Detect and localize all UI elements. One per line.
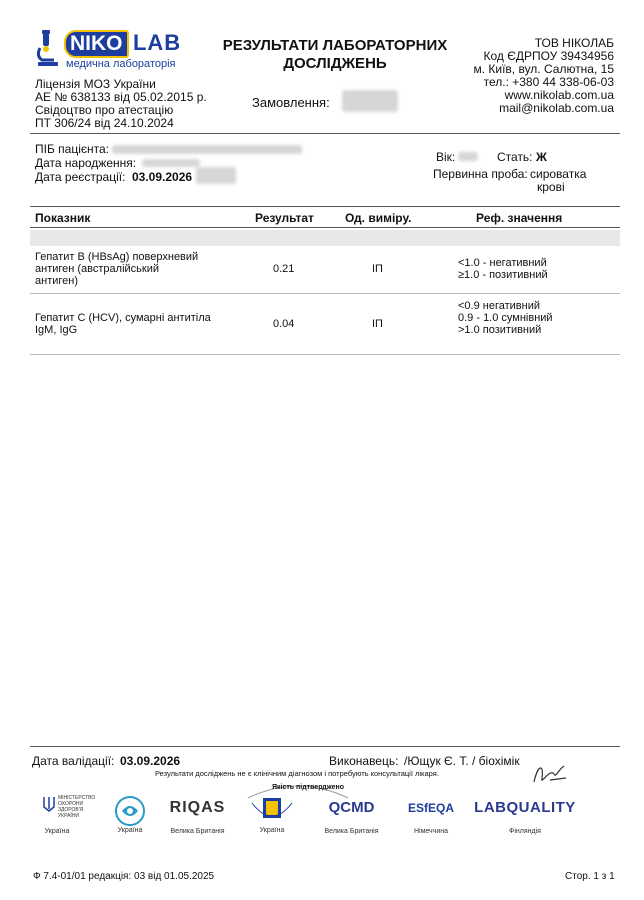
- patient-dob-label: Дата народження:: [35, 156, 137, 170]
- accreditation-badge-icon: [250, 795, 294, 827]
- patient-reg-label: Дата реєстрації:: [35, 170, 126, 184]
- col-header-ref: Реф. значення: [476, 211, 563, 225]
- section-band: [30, 230, 620, 246]
- patient-reg-redacted: [196, 167, 236, 184]
- page-number: Стор. 1 з 1: [565, 871, 615, 882]
- patient-dob-redacted: [142, 159, 200, 167]
- disclaimer: Результати досліджень не є клінічним діагнозом і потребують консультації лікаря.: [155, 769, 439, 778]
- validation-label: Дата валідації:: [32, 754, 115, 768]
- patient-name-label: ПІБ пацієнта:: [35, 142, 109, 156]
- company-line: ТОВ НІКОЛАБ: [534, 36, 614, 50]
- logo-country: Україна: [259, 827, 285, 834]
- divider: [30, 206, 620, 207]
- logo-country: Україна: [44, 828, 70, 835]
- labquality-logo: LABQUALITY Фінляндія: [470, 798, 580, 835]
- license-line: Свідоцтво про атестацію: [35, 103, 174, 117]
- license-line: Ліцензія МОЗ України: [35, 77, 156, 91]
- logo-country: Україна: [117, 827, 143, 834]
- col-header-unit: Од. виміру.: [345, 211, 412, 225]
- table-row: [30, 298, 620, 350]
- patient-sample-value: сироватка: [530, 167, 587, 181]
- patient-age-redacted: [458, 152, 478, 161]
- page-title-line: РЕЗУЛЬТАТИ ЛАБОРАТОРНИХ: [222, 37, 448, 54]
- patient-sex-value: Ж: [536, 150, 547, 164]
- ukraine-center-logo: [110, 795, 150, 834]
- indicator-name: Гепатит C (HCV), сумарні антитіла IgM, IgG: [35, 312, 211, 336]
- company-line: www.nikolab.com.ua: [504, 88, 614, 102]
- result-value: 0.21: [273, 263, 295, 275]
- signature-icon: [530, 760, 570, 788]
- ref-values: <0.9 негативний 0.9 - 1.0 сумнівний >1.0 позитивний: [458, 300, 553, 336]
- table-row: [30, 250, 620, 290]
- trident-icon: [42, 795, 56, 813]
- company-line: тел.: +380 44 338-06-03: [483, 75, 614, 89]
- unit-value: IП: [372, 318, 383, 330]
- microscope-icon: [34, 30, 60, 70]
- form-code: Ф 7.4-01/01 редакція: 03 від 01.05.2025: [33, 871, 215, 882]
- patient-sample-value: крові: [537, 180, 565, 194]
- nikolab-logo: [34, 30, 184, 74]
- patient-reg-value: 03.09.2026: [132, 170, 193, 184]
- logo-country: Велика Британія: [170, 828, 225, 835]
- ukraine-accreditation-logo: [247, 795, 297, 834]
- logo-country: Фінляндія: [509, 828, 541, 835]
- company-line: mail@nikolab.com.ua: [499, 101, 614, 115]
- logo-country: Німеччина: [413, 828, 449, 835]
- license-line: ПТ 306/24 від 24.10.2024: [35, 116, 174, 130]
- center-badge-icon: [113, 795, 147, 827]
- company-block: [430, 37, 614, 115]
- divider: [30, 133, 620, 134]
- divider: [30, 227, 620, 228]
- col-header-indicator: Показник: [35, 211, 91, 225]
- validation-date: 03.09.2026: [120, 754, 181, 768]
- company-line: Код ЄДРПОУ 39434956: [483, 49, 614, 63]
- patient-age-label: Вік:: [436, 150, 456, 164]
- executor-value: /Ющук Є. Т. / біохімік: [404, 754, 520, 768]
- indicator-name: Гепатит B (HBsAg) поверхневий антиген (австралійський антиген): [35, 251, 199, 287]
- quality-title: Якість підтверджено: [272, 784, 345, 791]
- divider: [30, 746, 620, 747]
- result-value: 0.04: [273, 318, 295, 330]
- order-number-redacted: [342, 90, 398, 112]
- col-header-result: Результат: [255, 211, 314, 225]
- page-title-line: ДОСЛІДЖЕНЬ: [283, 55, 387, 72]
- executor-label: Виконавець:: [329, 754, 399, 768]
- license-line: АЕ № 638133 від 05.02.2015 р.: [35, 90, 207, 104]
- logo-lab: LAB: [132, 30, 182, 55]
- ref-values: <1.0 - негативний ≥1.0 - позитивний: [458, 257, 548, 281]
- patient-sex-label: Стать:: [497, 150, 533, 164]
- row-divider: [30, 293, 620, 294]
- unit-value: IП: [372, 263, 383, 275]
- company-line: м. Київ, вул. Салютна, 15: [473, 62, 614, 76]
- patient-name-redacted: [112, 145, 302, 154]
- row-divider: [30, 354, 620, 355]
- esfeqa-logo: ESfEQA Німеччина: [400, 798, 462, 835]
- qcmd-logo: QCMD Велика Британія: [314, 798, 389, 835]
- order-label: Замовлення:: [252, 95, 330, 110]
- patient-sample-label: Первинна проба:: [433, 167, 528, 181]
- license-block: [35, 78, 235, 130]
- logo-tagline: медична лабораторія: [66, 58, 176, 70]
- riqas-logo: RIQAS Велика Британія: [160, 798, 235, 835]
- logo-country: Велика Британія: [324, 828, 379, 835]
- logo-niko: NIKO: [64, 30, 129, 58]
